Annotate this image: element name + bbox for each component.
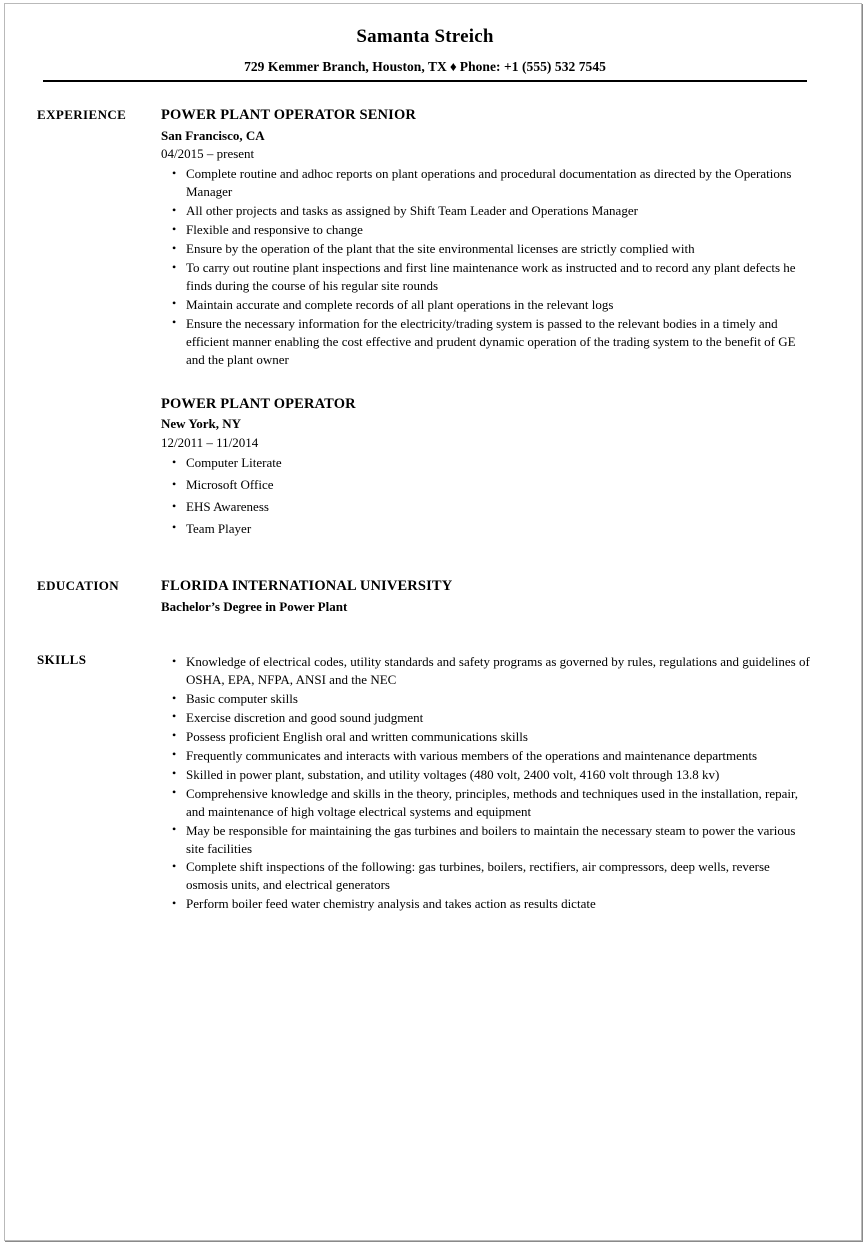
- job-location: San Francisco, CA: [161, 127, 265, 143]
- list-item: • Perform boiler feed water chemistry analysis and takes action as results dictate: [161, 895, 813, 913]
- list-item: • May be responsible for maintaining the gas turbines and boilers to maintain the necessary steam to power the various site facilities: [161, 822, 813, 858]
- list-item: • Frequently communicates and interacts with various members of the operations and maintenance departments: [161, 747, 813, 765]
- section-body-experience: [161, 106, 813, 542]
- list-item: • Possess proficient English oral and written communications skills: [161, 728, 813, 746]
- job-dates: 04/2015 – present: [161, 146, 255, 162]
- section-education: [37, 577, 813, 616]
- section-body-education: [161, 577, 813, 616]
- experience-entry: [161, 106, 813, 369]
- list-item: • Ensure the necessary information for the electricity/trading system is passed to the relevant bodies in a timely and efficient manner enabling the cost effective and prudent dynamic operation of the trading system to the benefit of GE and the plant owner: [161, 315, 813, 369]
- job-bullet-list: [161, 165, 813, 368]
- list-item: • Comprehensive knowledge and skills in the theory, principles, methods and techniques used in the installation, repair, and maintenance of high voltage electrical systems and equipment: [161, 785, 813, 821]
- section-label-skills: SKILLS: [37, 652, 87, 668]
- job-location: New York, NY: [161, 416, 242, 432]
- list-item: • Flexible and responsive to change: [161, 221, 813, 239]
- list-item: • All other projects and tasks as assigned by Shift Team Leader and Operations Manager: [161, 202, 813, 220]
- candidate-address: 729 Kemmer Branch, Houston, TX: [244, 58, 447, 74]
- job-bullet-list: [161, 454, 813, 538]
- list-item: • Skilled in power plant, substation, and utility voltages (480 volt, 2400 volt, 4160 volt through 13.8 kv): [161, 766, 813, 784]
- candidate-contact-line: [37, 59, 813, 75]
- list-item: • Maintain accurate and complete records of all plant operations in the relevant logs: [161, 296, 813, 314]
- list-item: • Basic computer skills: [161, 690, 813, 708]
- list-item: • Microsoft Office: [161, 476, 813, 494]
- school-name: FLORIDA INTERNATIONAL UNIVERSITY: [161, 577, 453, 594]
- diamond-separator-icon: ♦: [449, 58, 457, 74]
- section-experience: [37, 106, 813, 542]
- list-item: • Computer Literate: [161, 454, 813, 472]
- list-item: • Complete routine and adhoc reports on plant operations and procedural documentation as directed by the Operations Manager: [161, 165, 813, 201]
- section-label-experience: EXPERIENCE: [37, 106, 127, 122]
- job-title: POWER PLANT OPERATOR: [161, 395, 356, 412]
- job-dates: 12/2011 – 11/2014: [161, 434, 259, 450]
- list-item: • Knowledge of electrical codes, utility standards and safety programs as governed by rules, regulations and guidelines of OSHA, EPA, NFPA, ANSI and the NEC: [161, 653, 813, 689]
- list-item: • Ensure by the operation of the plant that the site environmental licenses are strictly complied with: [161, 240, 813, 258]
- header-divider: [43, 80, 807, 82]
- candidate-phone: Phone: +1 (555) 532 7545: [459, 58, 606, 74]
- resume-header: [37, 4, 813, 82]
- experience-entry: [161, 395, 813, 538]
- list-item: • Complete shift inspections of the following: gas turbines, boilers, rectifiers, air compressors, deep wells, reverse osmosis units, and electrical generators: [161, 858, 813, 894]
- degree-name: Bachelor’s Degree in Power Plant: [161, 598, 348, 614]
- list-item: • Team Player: [161, 520, 813, 538]
- section-body-skills: [161, 651, 813, 914]
- list-item: • Exercise discretion and good sound judgment: [161, 709, 813, 727]
- education-entry: [161, 577, 813, 616]
- section-skills: [37, 651, 813, 914]
- section-label-education: EDUCATION: [37, 577, 120, 593]
- list-item: • EHS Awareness: [161, 498, 813, 516]
- list-item: • To carry out routine plant inspections and first line maintenance work as instructed and to record any plant defects he finds during the course of his regular site rounds: [161, 259, 813, 295]
- job-title: POWER PLANT OPERATOR SENIOR: [161, 106, 417, 123]
- resume-page-inner: [5, 4, 861, 1240]
- skills-bullet-list: [161, 653, 813, 913]
- candidate-name: Samanta Streich: [356, 26, 494, 47]
- resume-page: [4, 3, 862, 1241]
